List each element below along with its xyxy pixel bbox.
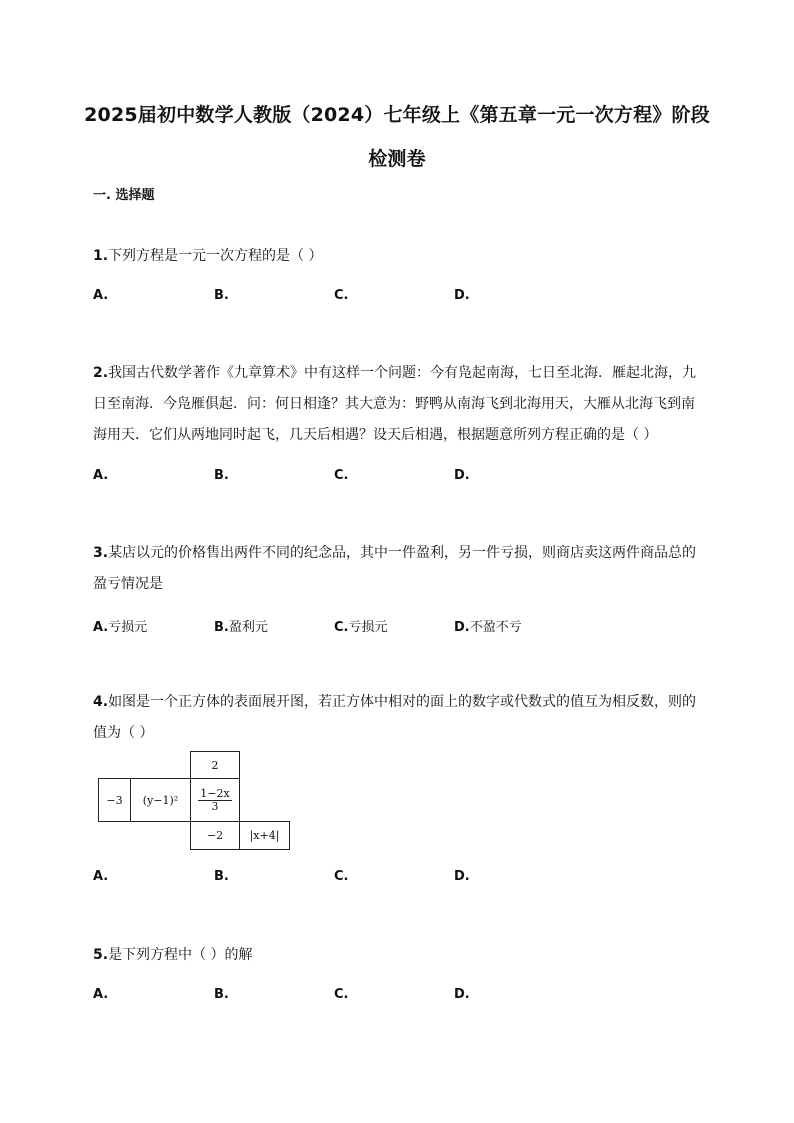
cube-face-bottom: −2 <box>190 821 240 850</box>
question-text-line: 如图是一个正方体的表面展开图，若正方体中相对的面上的数字或代数式的值互为相反数，则的 <box>108 694 697 710</box>
section-heading: 一. 选择题 <box>93 188 155 203</box>
option-d[interactable]: D. <box>454 288 470 303</box>
question-number: 3. <box>93 545 109 561</box>
cube-face-top: 2 <box>190 751 240 779</box>
document-title-line-2: 检测卷 <box>368 148 426 170</box>
question-text-line: 某店以元的价格售出两件不同的纪念品，其中一件盈利，另一件亏损，则商店卖这两件商品总的 <box>108 545 697 561</box>
question-5 <box>93 940 698 971</box>
cube-net-figure <box>98 751 292 851</box>
option-a[interactable]: A. <box>93 869 109 884</box>
document-title-line-1: 2025届初中数学人教版（2024）七年级上《第五章一元一次方程》阶段 <box>84 104 710 126</box>
option-b[interactable]: B. <box>214 987 229 1002</box>
option-b[interactable]: B. <box>214 288 229 303</box>
question-number: 2. <box>93 365 109 381</box>
cube-face-center <box>190 778 240 822</box>
question-4 <box>93 687 698 749</box>
question-text-line: 值为（ ） <box>93 725 154 741</box>
cube-face-left-1: −3 <box>98 778 131 822</box>
question-2 <box>93 358 698 451</box>
question-1 <box>93 241 698 272</box>
question-1-options <box>93 288 698 308</box>
question-text-line: 下列方程是一元一次方程的是（ ） <box>108 248 323 264</box>
question-2-options <box>93 468 698 488</box>
option-c[interactable]: C. <box>334 468 349 483</box>
question-number: 4. <box>93 694 109 710</box>
question-number: 5. <box>93 947 109 963</box>
question-text-line: 海用天．它们从两地同时起飞，几天后相遇？设天后相遇，根据题意所列方程正确的是（ ） <box>93 427 658 443</box>
question-3 <box>93 538 698 600</box>
question-number: 1. <box>93 248 109 264</box>
option-a[interactable]: A. <box>93 288 109 303</box>
question-text-line: 是下列方程中（ ）的解 <box>108 947 253 963</box>
cube-face-left-2: (y−1)² <box>130 778 191 822</box>
option-c[interactable]: C. <box>334 869 349 884</box>
option-d[interactable]: D.不盈不亏 <box>454 620 522 635</box>
question-3-options <box>93 616 698 636</box>
fraction <box>198 788 231 813</box>
fraction-denominator: 3 <box>211 799 219 813</box>
option-c[interactable]: C.亏损元 <box>334 620 388 635</box>
question-text-line: 盈亏情况是 <box>93 576 163 592</box>
option-d[interactable]: D. <box>454 987 470 1002</box>
question-4-options <box>93 869 698 889</box>
option-c[interactable]: C. <box>334 987 349 1002</box>
option-b[interactable]: B. <box>214 468 229 483</box>
option-d[interactable]: D. <box>454 869 470 884</box>
option-a[interactable]: A. <box>93 987 109 1002</box>
option-c[interactable]: C. <box>334 288 349 303</box>
fraction-numerator: 1−2x <box>200 786 230 800</box>
question-5-options <box>93 987 698 1007</box>
option-a[interactable]: A. <box>93 468 109 483</box>
cube-face-right: |x+4| <box>239 821 290 850</box>
option-d[interactable]: D. <box>454 468 470 483</box>
option-b[interactable]: B.盈利元 <box>214 620 268 635</box>
question-text-line: 我国古代数学著作《九章算术》中有这样一个问题：今有凫起南海，七日至北海．雁起北海，九 <box>108 365 697 381</box>
option-a[interactable]: A.亏损元 <box>93 620 148 635</box>
option-b[interactable]: B. <box>214 869 229 884</box>
question-text-line: 日至南海．今凫雁俱起．问：何日相逢？其大意为：野鸭从南海飞到北海用天，大雁从北海飞到南 <box>93 396 695 412</box>
